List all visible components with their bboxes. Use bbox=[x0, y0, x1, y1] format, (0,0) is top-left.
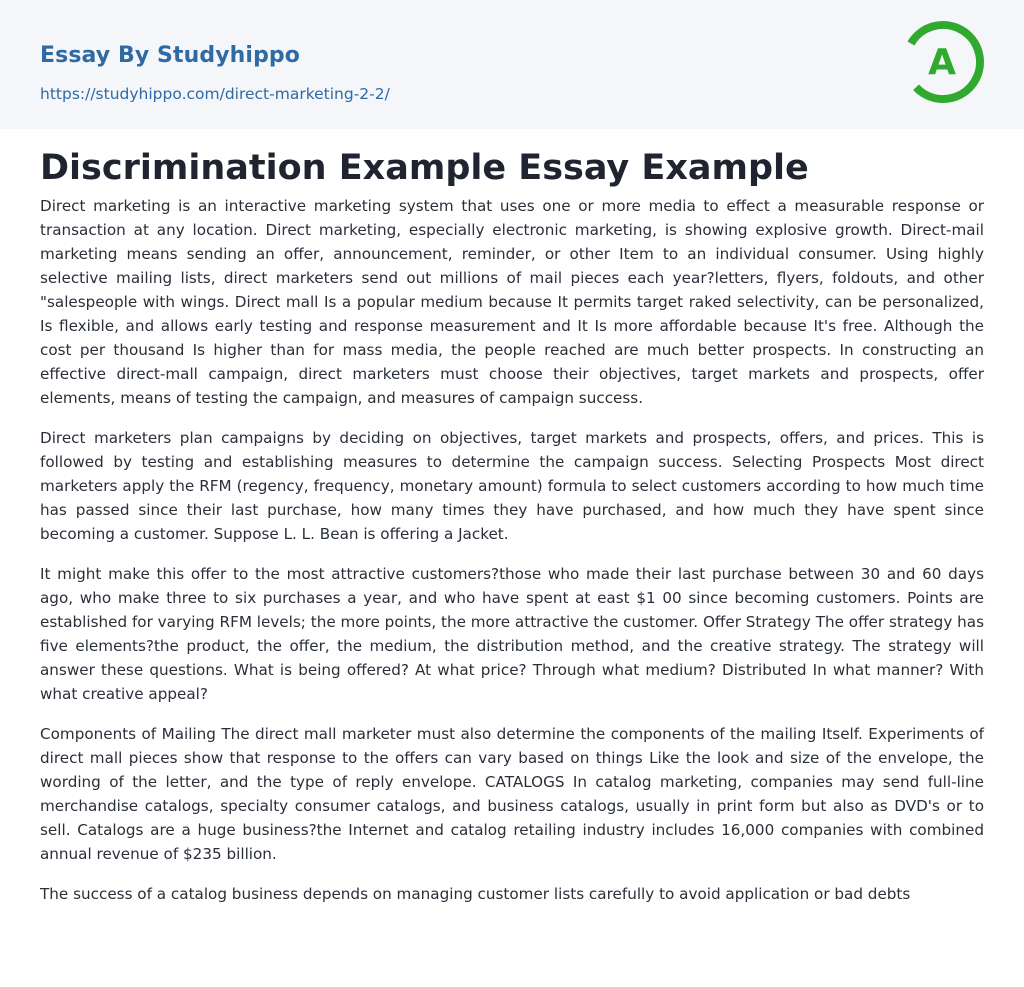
studyhippo-logo-icon[interactable] bbox=[900, 19, 986, 105]
site-header bbox=[0, 0, 1024, 129]
page-title: Discrimination Example Essay Example bbox=[40, 148, 809, 188]
source-url-link[interactable]: https://studyhippo.com/direct-marketing-2-2/ bbox=[40, 85, 390, 103]
logo-letter: A bbox=[928, 42, 956, 83]
site-title[interactable]: Essay By Studyhippo bbox=[40, 43, 300, 68]
article-paragraph-1: Direct marketing is an interactive marketing system that uses one or more media to effect a measurable response or transaction at any location. Direct marketing, especially electronic marketing, is showing explosive growth. Direct-mail marketing means sending an offer, announcement, reminder, or other Item to an individual consumer. Using highly selective mailing lists, direct marketers send out millions of mail pieces each year?letters, flyers, foldouts, and other "salespeople with wings. Direct mall Is a popular medium because It permits target raked selectivity, can be personalized, Is flexible, and allows early testing and response measurement and It Is more affordable because It's free. Although the cost per thousand Is higher than for mass media, the people reached are much better prospects. In constructing an effective direct-mall campaign, direct marketers must choose their objectives, target markets and prospects, offer elements, means of testing the campaign, and measures of campaign success. bbox=[40, 197, 984, 407]
article-body bbox=[40, 194, 984, 922]
article-paragraph-5: The success of a catalog business depends on managing customer lists carefully to avoid application or bad debts bbox=[40, 885, 911, 903]
article-paragraph-3: It might make this offer to the most attractive customers?those who made their last purchase between 30 and 60 days ago, who make three to six purchases a year, and who have spent at east $1 00 since becoming customers. Points are established for varying RFM levels; the more points, the more attractive the customer. Offer Strategy The offer strategy has five elements?the product, the offer, the medium, the distribution method, and the creative strategy. The strategy will answer these questions. What is being offered? At what price? Through what medium? Distributed In what manner? With what creative appeal? bbox=[40, 565, 984, 703]
article-paragraph-4: Components of Mailing The direct mall marketer must also determine the components of the mailing Itself. Experiments of direct mall pieces show that response to the offers can vary based on things Like the look and size of the envelope, the wording of the letter, and the type of reply envelope. CATALOGS In catalog marketing, companies may send full-line merchandise catalogs, specialty consumer catalogs, and business catalogs, usually in print form but also as DVD's or to sell. Catalogs are a huge business?the Internet and catalog retailing industry includes 16,000 companies with combined annual revenue of $235 billion. bbox=[40, 725, 984, 863]
article-paragraph-2: Direct marketers plan campaigns by deciding on objectives, target markets and prospects, offers, and prices. This is followed by testing and establishing measures to determine the campaign success. Selecting Prospects Most direct marketers apply the RFM (regency, frequency, monetary amount) formula to select customers according to how much time has passed since their last purchase, how many times they have purchased, and how much they have spent since becoming a customer. Suppose L. L. Bean is offering a Jacket. bbox=[40, 429, 984, 543]
